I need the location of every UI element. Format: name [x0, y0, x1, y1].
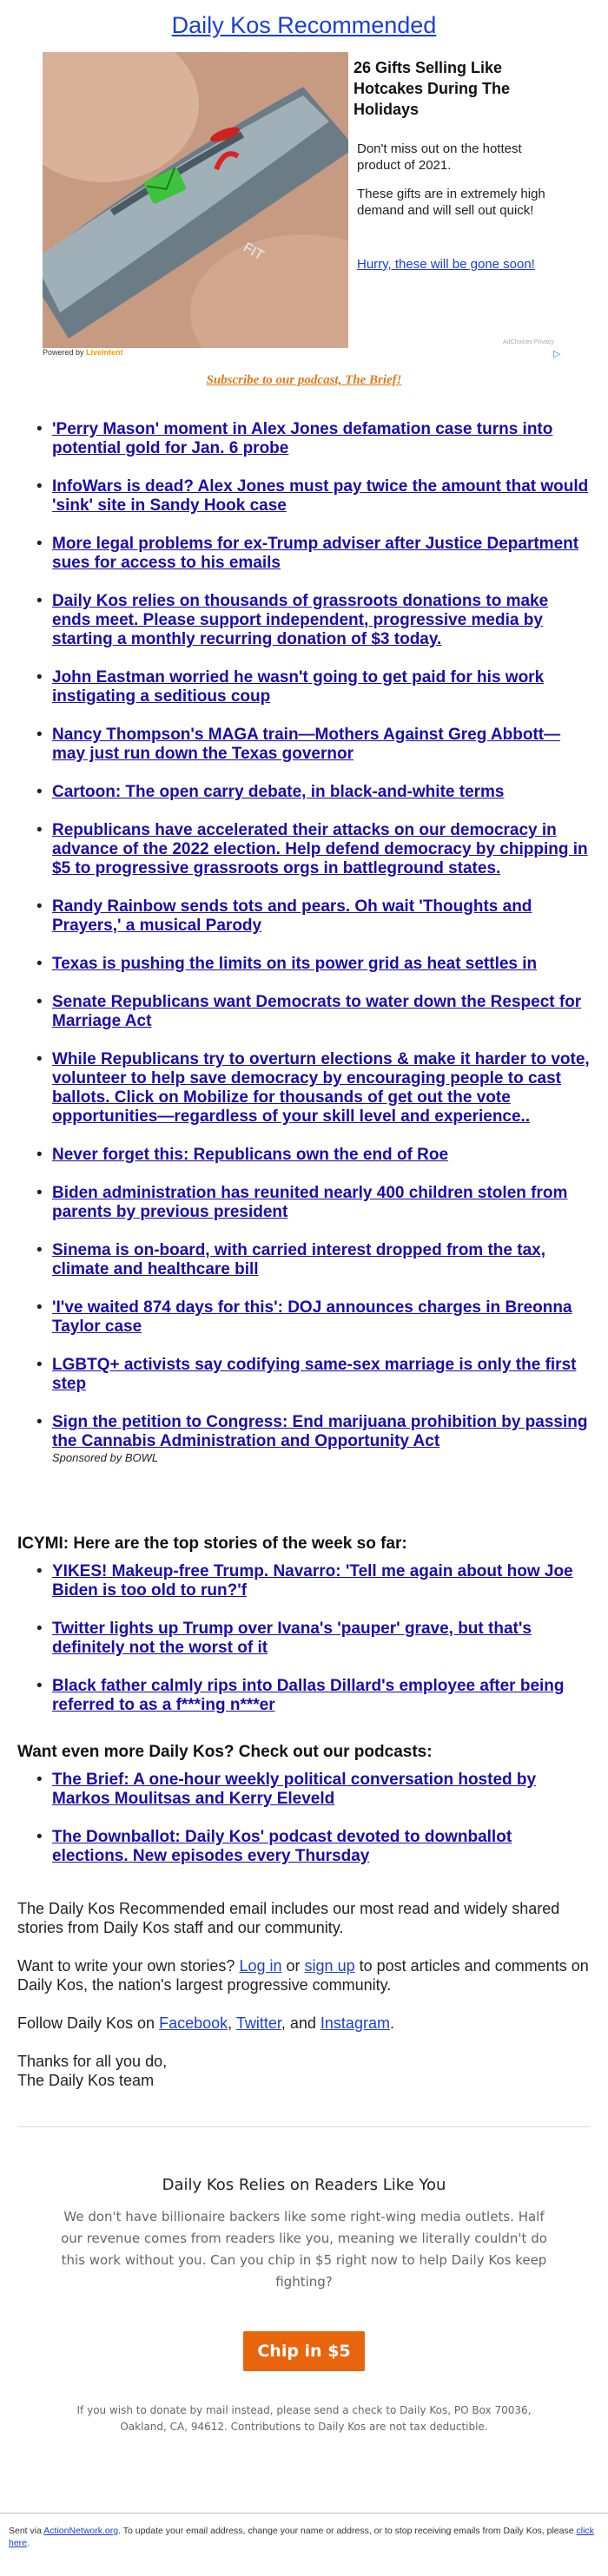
follow-paragraph: Follow Daily Kos on Facebook, Twitter, and Instagram.: [17, 2014, 394, 2032]
write-text-a: Want to write your own stories?: [17, 1957, 235, 1975]
story-link[interactable]: LGBTQ+ activists say codifying same-sex marriage is only the first step: [52, 1356, 577, 1393]
podcasts-list: [0, 1771, 608, 1885]
story-link[interactable]: InfoWars is dead? Alex Jones must pay twice the amount that would 'sink' site in Sandy Hook case: [52, 477, 589, 515]
signup-link[interactable]: sign up: [304, 1957, 355, 1975]
section-divider: [17, 2126, 591, 2127]
ad-headline[interactable]: 26 Gifts Selling Like Hotcakes During The Holidays: [354, 59, 511, 118]
story-item: [0, 1356, 591, 1394]
story-list: [0, 420, 608, 1465]
story-item: [0, 955, 591, 974]
ad-text-2: These gifts are in extremely high demand and will sell out quick!: [357, 187, 545, 218]
story-link[interactable]: More legal problems for ex-Trump adviser after Justice Department sues for access to his emails: [52, 535, 579, 572]
donate-title: Daily Kos Relies on Readers Like You: [162, 2176, 446, 2194]
write-text-c: to post articles and comments on Daily Kos, the nation's largest progressive community.: [17, 1957, 589, 1994]
story-item: [0, 477, 591, 516]
story-item: [0, 726, 591, 764]
and-text: and: [289, 2014, 316, 2032]
story-item: [0, 897, 591, 936]
instagram-link[interactable]: Instagram: [320, 2014, 390, 2032]
mail-donation-note: If you wish to donate by mail instead, please send a check to Daily Kos, PO Box 70036, Oakland, CA, 94612. Contributions to Daily Kos are not tax deductible.: [76, 2404, 532, 2433]
icymi-item: [0, 1677, 591, 1715]
story-link[interactable]: Randy Rainbow sends tots and pears. Oh wait 'Thoughts and Prayers,' a musical Parody: [52, 897, 532, 935]
footer-prefix: Sent via: [9, 2526, 42, 2536]
follow-text: Follow Daily Kos on: [17, 2014, 155, 2032]
thanks-line: Thanks for all you do,: [17, 2053, 168, 2070]
story-link[interactable]: Biden administration has reunited nearly 400 children stolen from parents by previous president: [52, 1184, 568, 1221]
page-title[interactable]: Daily Kos Recommended: [171, 12, 437, 38]
podcast-link[interactable]: The Brief: A one-hour weekly political conversation hosted by Markos Moulitsas and Kerry Eleveld: [52, 1771, 537, 1808]
ad-image[interactable]: [43, 52, 348, 348]
story-item: [0, 1413, 591, 1465]
story-item: [0, 1298, 591, 1337]
story-item: [0, 993, 591, 1031]
story-item: [0, 420, 591, 458]
sponsor-note: Sponsored by BOWL: [52, 1451, 159, 1464]
svg-text:FIT: FIT: [241, 240, 267, 264]
story-link[interactable]: While Republicans try to overturn elections & make it harder to vote, volunteer to help save democracy by encouraging people to cast ballots. Click on Mobilize for thousands of get out the vote opportunities—regardless of your skill level and experience..: [52, 1050, 590, 1126]
story-item: [0, 821, 591, 878]
story-item: [0, 592, 591, 649]
story-link[interactable]: Republicans have accelerated their attacks on our democracy in advance of the 2022 election. Help defend democracy by chipping in $5 to progressive grassroots orgs in battleground states.: [52, 821, 588, 877]
story-link[interactable]: Senate Republicans want Democrats to water down the Respect for Marriage Act: [52, 993, 582, 1030]
chip-in-button[interactable]: Chip in $5: [243, 2331, 365, 2371]
story-item: [0, 668, 591, 706]
podcasts-heading: Want even more Daily Kos? Check out our podcasts:: [17, 1743, 433, 1761]
story-link[interactable]: Never forget this: Republicans own the end of Roe: [52, 1146, 449, 1164]
twitter-link[interactable]: Twitter: [235, 2014, 281, 2032]
story-link[interactable]: John Eastman worried he wasn't going to get paid for his work instigating a seditious coup: [52, 668, 545, 706]
story-link[interactable]: 'Perry Mason' moment in Alex Jones defamation case turns into potential gold for Jan. 6 probe: [52, 420, 553, 457]
advertisement[interactable]: [43, 52, 565, 360]
podcast-link[interactable]: The Downballot: Daily Kos' podcast devoted to downballot elections. New episodes every Thursday: [52, 1828, 512, 1865]
facebook-link[interactable]: Facebook: [159, 2014, 228, 2032]
icymi-link[interactable]: Black father calmly rips into Dallas Dillard's employee after being referred to as a f***ing n***er: [52, 1677, 565, 1714]
ad-powered-by[interactable]: [43, 348, 123, 357]
story-item: [0, 1241, 591, 1279]
write-text-b: or: [286, 1957, 301, 1975]
ad-choices-text[interactable]: AdChoices Privacy: [503, 339, 554, 345]
icymi-link[interactable]: YIKES! Makeup-free Trump. Navarro: 'Tell me again about how Joe Biden is too old to run?'f: [52, 1562, 573, 1600]
footer-middle: . To update your email address, change your name or address, or to stop receiving emails from Daily Kos, please: [118, 2526, 574, 2536]
unsubscribe-link[interactable]: click here: [9, 2526, 594, 2548]
story-link[interactable]: 'I've waited 874 days for this': DOJ announces charges in Breonna Taylor case: [52, 1298, 572, 1336]
icymi-list: [0, 1562, 608, 1734]
story-link[interactable]: Texas is pushing the limits on its power grid as heat settles in: [52, 955, 538, 973]
icymi-item: [0, 1620, 591, 1658]
story-item: [0, 535, 591, 573]
footer: Sent via ActionNetwork.org. To update your email address, change your name or address, or to stop receiving emails from Daily Kos, please click here.: [9, 2526, 594, 2548]
story-link[interactable]: Sinema is on-board, with carried interest dropped from the tax, climate and healthcare bill: [52, 1241, 545, 1278]
login-link[interactable]: Log in: [239, 1957, 282, 1975]
closing-paragraph: The Daily Kos Recommended email includes our most read and widely shared stories from Daily Kos staff and our community.: [17, 1900, 560, 1936]
podcast-subscribe-link[interactable]: Subscribe to our podcast, The Brief!: [206, 373, 402, 387]
icymi-link[interactable]: Twitter lights up Trump over Ivana's 'pauper' grave, but that's definitely not the worst of it: [52, 1620, 532, 1657]
story-link[interactable]: Daily Kos relies on thousands of grassroots donations to make ends meet. Please support independent, progressive media by starting a monthly recurring donation of $3 today.: [52, 592, 549, 648]
write-stories-paragraph: [17, 1956, 591, 1994]
icymi-heading: ICYMI: Here are the top stories of the week so far:: [17, 1534, 407, 1553]
donate-body: We don't have billionaire backers like some right-wing media outlets. Half our revenue comes from readers like you, meaning we literally couldn't do this work without you. Can you chip in $5 right now to help Daily Kos keep fighting?: [61, 2209, 547, 2290]
liveintent-logo: LiveIntent: [86, 348, 123, 357]
ad-text-1: Don't miss out on the hottest product of 2021.: [357, 141, 522, 173]
story-link[interactable]: Nancy Thompson's MAGA train—Mothers Against Greg Abbott—may just run down the Texas governor: [52, 726, 561, 763]
ad-cta-link[interactable]: Hurry, these will be gone soon!: [357, 257, 535, 272]
podcast-item: [0, 1771, 591, 1809]
story-item: [0, 1184, 591, 1222]
powered-by-label: Powered by: [43, 348, 84, 357]
signoff: [17, 2052, 591, 2090]
podcast-item: [0, 1828, 591, 1866]
icymi-item: [0, 1562, 591, 1600]
footer-divider: [0, 2513, 608, 2514]
story-link[interactable]: Cartoon: The open carry debate, in black-and-white terms: [52, 783, 505, 801]
story-link[interactable]: Sign the petition to Congress: End marijuana prohibition by passing the Cannabis Administration and Opportunity Act: [52, 1413, 588, 1450]
story-item: [0, 1146, 591, 1165]
story-item: [0, 1050, 591, 1127]
story-item: [0, 783, 591, 802]
ad-image-illustration: [43, 52, 348, 348]
adchoices-triangle-icon[interactable]: ▷: [553, 349, 561, 359]
team-line: The Daily Kos team: [17, 2072, 155, 2089]
actionnetwork-link[interactable]: ActionNetwork.org: [43, 2526, 119, 2536]
